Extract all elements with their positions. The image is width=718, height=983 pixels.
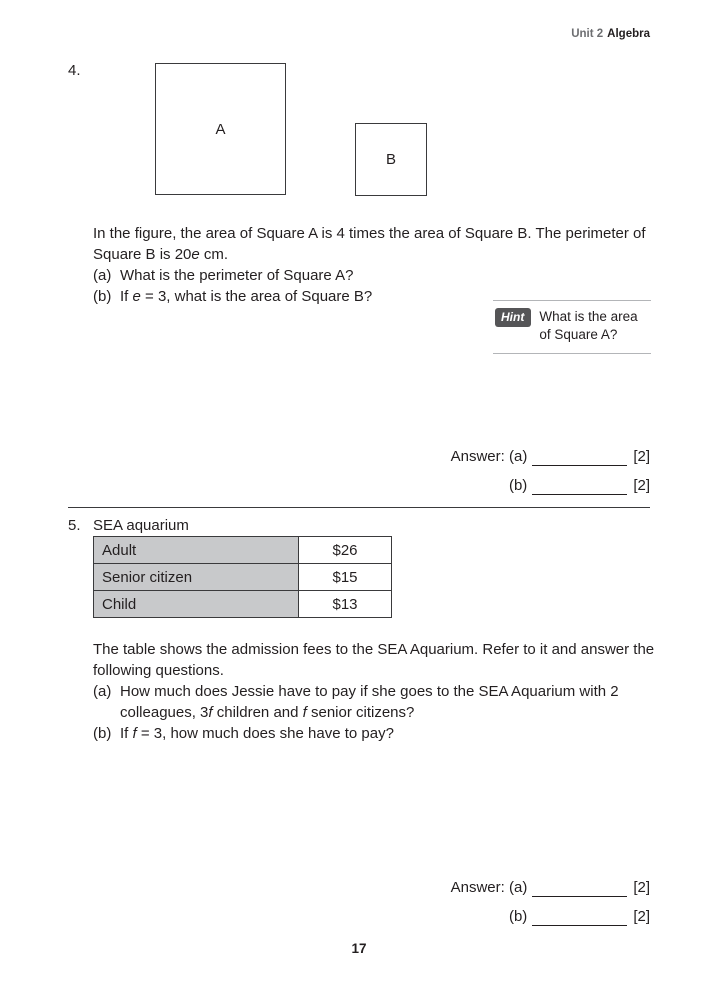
q4-part-b-label: (b) <box>93 288 112 305</box>
page-header <box>571 28 650 41</box>
fee-row-label: Senior citizen <box>94 564 299 591</box>
page-number: 17 <box>351 941 367 956</box>
q5-answer-a-blank <box>532 879 627 897</box>
variable-e: e <box>132 288 141 305</box>
question-5-number: 5. <box>68 517 81 534</box>
q5-answer-row-b <box>509 908 650 926</box>
q4-intro-line2 <box>93 244 646 265</box>
hint-text-line1: What is the area <box>539 309 638 324</box>
q5-part-a-line2 <box>120 702 654 723</box>
q5-part-b-text <box>120 723 654 744</box>
subject-label: Algebra <box>607 28 650 40</box>
q4-answer-b-label: (b) <box>508 477 528 494</box>
variable-f: f <box>132 725 137 742</box>
q5-answer-a-label: Answer: (a) <box>450 879 528 896</box>
q5-intro-line1: The table shows the admission fees to the SEA Aquarium. Refer to it and answer the <box>93 641 655 658</box>
text-segment: = 3, what is the area of Square B? <box>140 288 373 305</box>
q5-answer-block <box>451 879 650 926</box>
q5-part-a <box>93 681 654 723</box>
square-b-label: B <box>385 151 396 168</box>
variable-f: f <box>302 704 307 721</box>
fee-row-label: Child <box>94 591 299 618</box>
table-row <box>94 591 392 618</box>
table-row <box>94 537 392 564</box>
q4-part-a <box>93 265 646 286</box>
q4-part-a-text: What is the perimeter of Square A? <box>120 267 354 284</box>
variable-e: e <box>191 246 200 263</box>
q5-intro-line2: following questions. <box>93 662 224 679</box>
q5-answer-b-label: (b) <box>508 908 528 925</box>
text-segment: = 3, how much does she have to pay? <box>136 725 394 742</box>
fee-row-label: Adult <box>94 537 299 564</box>
text-segment: colleagues, 3 <box>120 704 209 721</box>
q4-intro-line1: In the figure, the area of Square A is 4 times the area of Square B. The perimeter of <box>93 225 646 242</box>
text-segment: If <box>120 725 133 742</box>
q5-answer-b-marks: [2] <box>633 908 650 925</box>
hint-badge: Hint <box>495 308 531 327</box>
fee-row-value: $15 <box>299 564 392 591</box>
text-segment: Square B is 20 <box>93 246 192 263</box>
unit-label: Unit 2 <box>571 28 604 40</box>
q5-part-a-label: (a) <box>93 683 112 700</box>
q4-answer-a-label: Answer: (a) <box>450 448 528 465</box>
q4-answer-row-a <box>451 448 650 466</box>
q4-answer-a-blank <box>532 448 627 466</box>
q4-answer-a-marks: [2] <box>633 448 650 465</box>
question-4-number: 4. <box>68 62 81 79</box>
text-segment: If <box>120 288 133 305</box>
q4-answer-block <box>451 448 650 495</box>
q5-part-b <box>93 723 654 744</box>
fee-row-value: $13 <box>299 591 392 618</box>
q5-answer-b-blank <box>532 908 627 926</box>
question-5-title: SEA aquarium <box>93 517 189 534</box>
hint-box <box>493 300 651 354</box>
variable-f: f <box>208 704 213 721</box>
q4-answer-row-b <box>509 477 650 495</box>
text-segment: cm. <box>199 246 229 263</box>
figure-square-a <box>155 63 286 195</box>
q4-part-a-label: (a) <box>93 267 112 284</box>
square-a-label: A <box>215 120 226 138</box>
q4-answer-b-marks: [2] <box>633 477 650 494</box>
q5-part-a-text <box>120 681 654 723</box>
q5-part-a-line1: How much does Jessie have to pay if she goes to the SEA Aquarium with 2 <box>120 683 619 700</box>
section-divider <box>68 507 650 508</box>
text-segment: children and <box>212 704 303 721</box>
q5-answer-a-marks: [2] <box>633 879 650 896</box>
table-row <box>94 564 392 591</box>
question-5-text <box>93 639 654 744</box>
q4-answer-b-blank <box>532 477 627 495</box>
question-4-text <box>93 223 646 307</box>
admission-fee-table <box>93 536 392 618</box>
figure-square-b <box>355 123 427 196</box>
hint-text <box>539 308 637 344</box>
q5-answer-row-a <box>451 879 650 897</box>
hint-text-line2: of Square A? <box>539 327 618 342</box>
fee-row-value: $26 <box>299 537 392 564</box>
text-segment: senior citizens? <box>306 704 415 721</box>
q5-part-b-label: (b) <box>93 725 112 742</box>
